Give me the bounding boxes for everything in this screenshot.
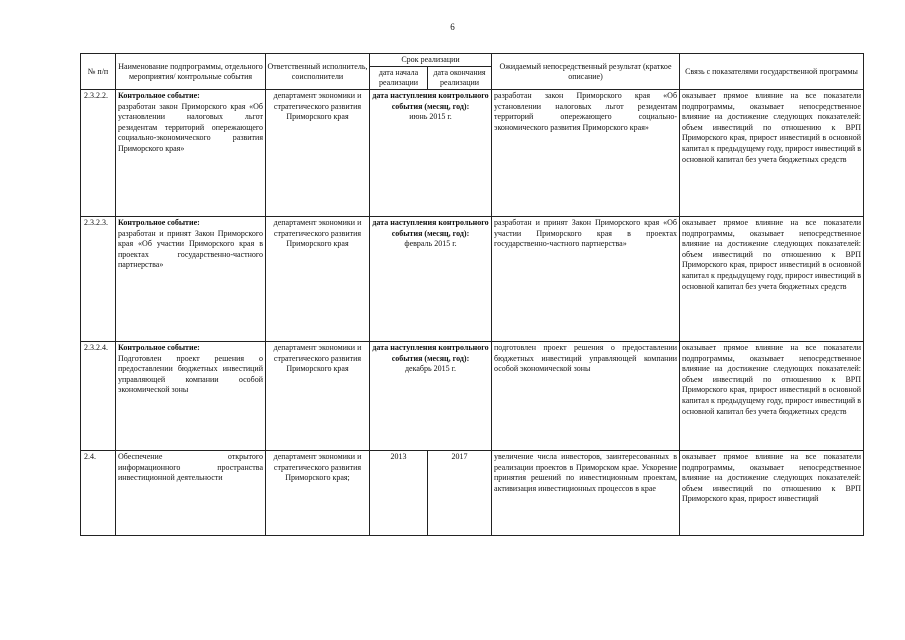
row-responsible: департамент экономики и стратегического развития Приморского края [266, 342, 370, 451]
row-result: разработан и принят Закон Приморского края «Об участии Приморского края в проектах государственно-частного партнерства» [492, 217, 680, 342]
header-num: № п/п [81, 54, 116, 90]
row-number: 2.4. [81, 451, 116, 536]
table-row [81, 451, 864, 536]
row-number: 2.3.2.2. [81, 90, 116, 217]
table-row [81, 342, 864, 451]
table-row [81, 217, 864, 342]
header-name: Наименование подпрограммы, отдельного мероприятия/ контрольные события [116, 54, 266, 90]
row-name [116, 217, 266, 342]
program-table [80, 53, 864, 536]
row-responsible: департамент экономики и стратегического развития Приморского края [266, 90, 370, 217]
row-link: оказывает прямое влияние на все показатели подпрограммы, оказывает непосредственное влияние на достижение следующих показателей: объем инвестиций по отношению к ВРП Приморского края, прирост инвестиций в основной капитал к предыдущему году, прирост инвестиций в основной капитал без учета бюджетных средств [680, 90, 864, 217]
row-date [370, 90, 492, 217]
header-result: Ожидаемый непосредственный результат (краткое описание) [492, 54, 680, 90]
header-responsible: Ответственный исполнитель, соисполнители [266, 54, 370, 90]
row-result: увеличение числа инвесторов, заинтересованных в реализации проектов в Приморском крае. Ускорение принятия решений по инвестиционным проектам, активизация инвестиционных процессов в крае [492, 451, 680, 536]
table-header [81, 54, 864, 90]
row-end: 2017 [428, 451, 492, 536]
row-date-title: дата наступления контрольного события (месяц, год): [372, 343, 489, 363]
row-date-title: дата наступления контрольного события (месяц, год): [372, 91, 489, 111]
row-result: разработан закон Приморского края «Об установлении налоговых льгот резидентам территорий опережающего социально-экономического развития Приморского края» [492, 90, 680, 217]
row-name-text: разработан закон Приморского края «Об установлении налоговых льгот резидентам территорий опережающего социально-экономического развития Приморского края» [118, 101, 263, 153]
row-link: оказывает прямое влияние на все показатели подпрограммы, оказывает непосредственное влияние на достижение следующих показателей: объем инвестиций по отношению к ВРП Приморского края, прирост инвестиций [680, 451, 864, 536]
row-responsible: департамент экономики и стратегического развития Приморского края; [266, 451, 370, 536]
row-date-value: июнь 2015 г. [409, 112, 452, 122]
row-name: Обеспечение открытого информационного пространства инвестиционной деятельности [116, 451, 266, 536]
row-number: 2.3.2.3. [81, 217, 116, 342]
row-link: оказывает прямое влияние на все показатели подпрограммы, оказывает непосредственное влияние на достижение следующих показателей: объем инвестиций по отношению к ВРП Приморского края, прирост инвестиций в основной капитал к предыдущему году, прирост инвестиций в основной капитал без учета бюджетных средств [680, 217, 864, 342]
row-link: оказывает прямое влияние на все показатели подпрограммы, оказывает непосредственное влияние на достижение следующих показателей: объем инвестиций по отношению к ВРП Приморского края, прирост инвестиций в основной капитал к предыдущему году, прирост инвестиций в основной капитал без учета бюджетных средств [680, 342, 864, 451]
header-start: дата начала реализации [370, 67, 428, 90]
row-name-text: Подготовлен проект решения о предоставлении бюджетных инвестиций управляющей компании особой экономической зоны [118, 353, 263, 395]
row-name-title: Контрольное событие: [118, 218, 200, 227]
row-name [116, 342, 266, 451]
row-responsible: департамент экономики и стратегического развития Приморского края [266, 217, 370, 342]
table-row [81, 90, 864, 217]
row-date-value: февраль 2015 г. [404, 239, 457, 249]
row-name-title: Контрольное событие: [118, 91, 200, 100]
row-name-text: разработан и принят Закон Приморского края «Об участии Приморского края в проектах государственно-частного партнерства» [118, 228, 263, 270]
row-number: 2.3.2.4. [81, 342, 116, 451]
header-term: Срок реализации [370, 54, 492, 67]
page-number: 6 [450, 22, 455, 32]
header-end: дата окончания реализации [428, 67, 492, 90]
row-name-title: Контрольное событие: [118, 343, 200, 352]
row-result: подготовлен проект решения о предоставлении бюджетных инвестиций управляющей компании особой экономической зоны [492, 342, 680, 451]
row-name [116, 90, 266, 217]
header-link: Связь с показателями государственной программы [680, 54, 864, 90]
row-date-value: декабрь 2015 г. [404, 364, 457, 374]
row-date [370, 217, 492, 342]
row-date [370, 342, 492, 451]
row-start: 2013 [370, 451, 428, 536]
row-date-title: дата наступления контрольного события (месяц, год): [372, 218, 489, 238]
